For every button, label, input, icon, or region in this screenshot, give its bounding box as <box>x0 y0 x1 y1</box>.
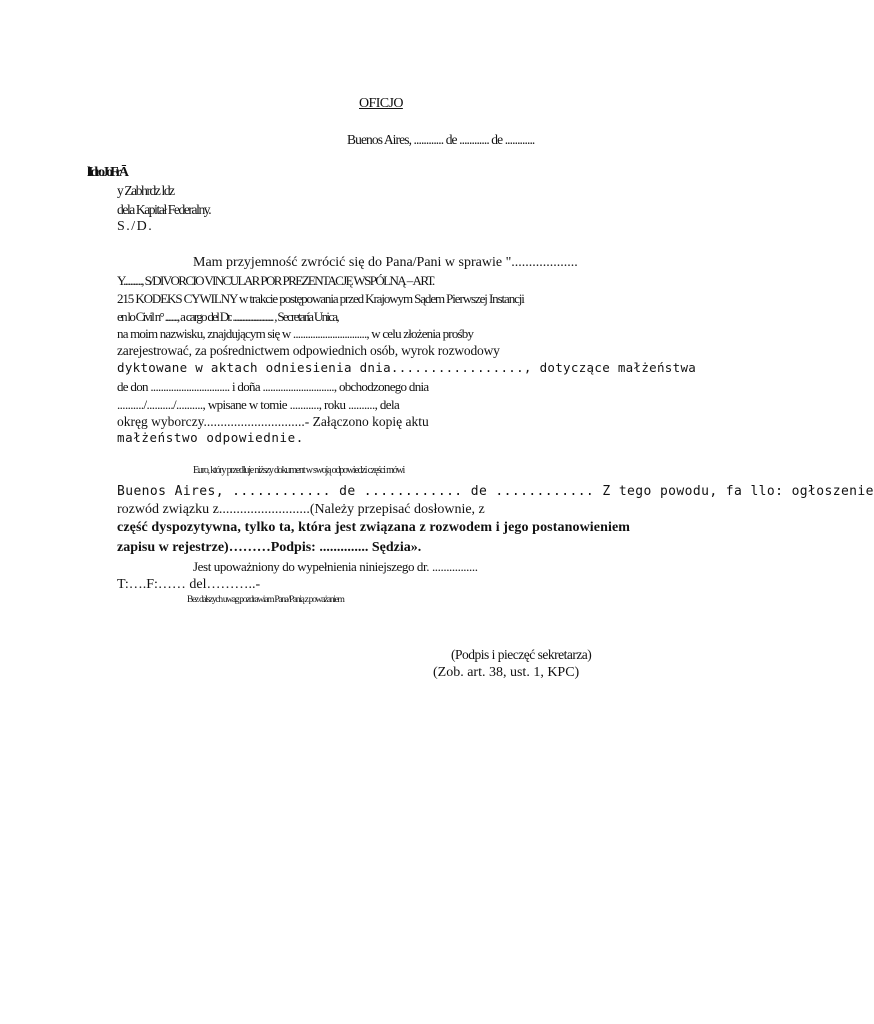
reference-note: Euro, który przedłuje niższy dokument w swoją odpowiedzi części mówi <box>193 465 405 476</box>
body-line-10: okręg wyborczy..............................- Załączono kopię aktu <box>117 414 429 429</box>
body-line-1: Mam przyjemność zwrócić się do Pana/Pani w sprawie "................... <box>193 255 578 270</box>
quote-line-2: rozwód związku z..........................(Należy przepisać dosłownie, z <box>117 502 485 517</box>
body-line-3: 215 KODEKS CYWILNY w trakcie postępowania przed Krajowym Sądem Pierwszej Instancji <box>117 291 524 306</box>
quote-line-4: zapisu w rejestrze)………Podpis: .............. Sędzia». <box>117 540 422 555</box>
addressee-line-1: y Zabhrdz ldz <box>117 183 174 198</box>
addressee-line-2: dela Kapitał Federalny. <box>117 202 211 217</box>
quote-line-3: część dyspozytywna, tylko ta, która jest związana z rozwodem i jego postanowieniem <box>117 520 631 535</box>
document-title: OFICJO <box>359 96 403 111</box>
tf-line: T:….F:…… del………..- <box>117 577 261 592</box>
body-line-9: ........../........../.........., wpisane w tomie ..........., roku .........., dela <box>117 397 400 412</box>
closing-greeting: Bez dalszych uwag pozdrawiam Pana/Panią z poważaniem <box>187 595 344 605</box>
addressee-overprint: lIdroJoFrĀ <box>87 165 126 180</box>
date-line: Buenos Aires, ............ de ............ de ............ <box>347 132 535 147</box>
authorized-line: Jest upoważniony do wypełnienia niniejszego dr. ................ <box>193 559 478 574</box>
body-line-8: de don ............................... i doña ............................, obchodzonego dnia <box>117 379 429 394</box>
body-line-4: en lo Civil n° ........, a cargo del Dr. .......................... , Secretaría Unica, <box>117 309 338 324</box>
body-line-2: Y..........., S/DIVORCIO VINCULAR POR PREZENTACJĘ WSPÓLNĄ – ART. <box>117 273 434 288</box>
body-line-5: na moim nazwisku, znajdującym się w .............................., w celu złożenia prośby <box>117 326 474 341</box>
signature-line-2: (Zob. art. 38, ust. 1, KPC) <box>433 665 580 680</box>
signature-line-1: (Podpis i pieczęć sekretarza) <box>451 647 592 662</box>
body-line-7: dyktowane w aktach odniesienia dnia................., dotyczące małżeństwa <box>117 360 697 375</box>
body-line-11: małżeństwo odpowiednie. <box>117 430 304 445</box>
addressee-line-3: S./D. <box>117 219 154 234</box>
body-line-6: zarejestrować, za pośrednictwem odpowiednich osób, wyrok rozwodowy <box>117 343 500 358</box>
quote-line-1: Buenos Aires, ............ de ............ de ............ Z tego powodu, fa llo: ogłoszenie <box>117 484 874 499</box>
